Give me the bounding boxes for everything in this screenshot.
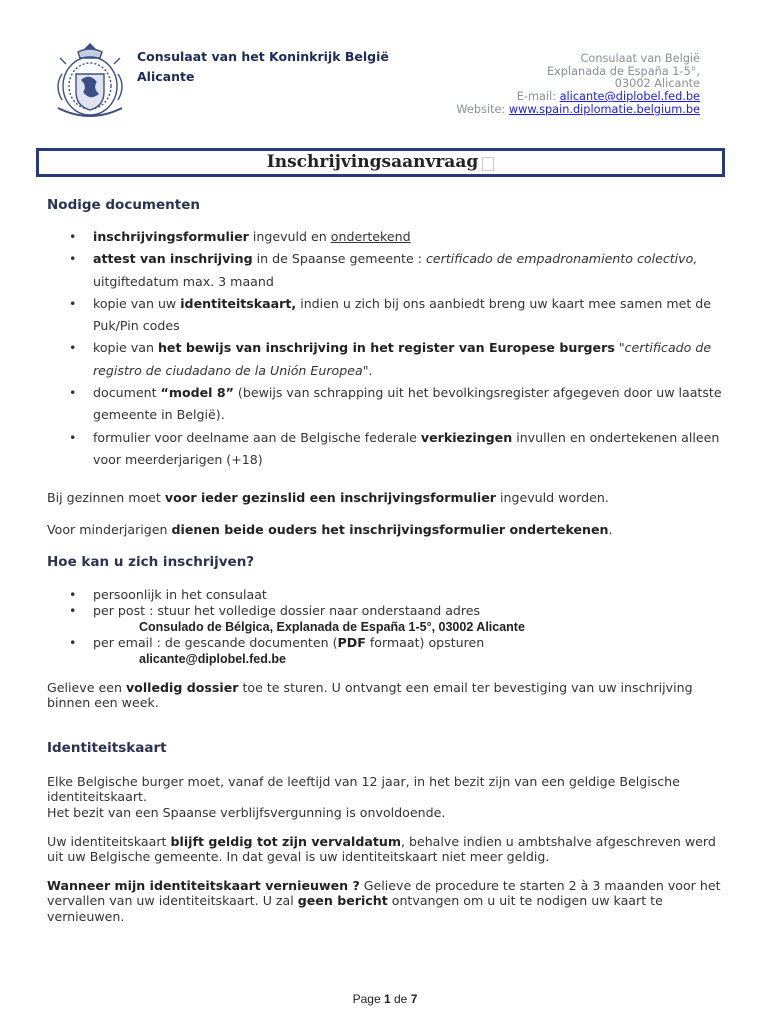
page-title: Inschrijvingsaanvraag (266, 152, 479, 172)
header-consulate-name (137, 47, 389, 87)
header-contact-block (456, 53, 700, 117)
missing-glyph-icon (482, 157, 494, 171)
para1-text0: Bij gezinnen moet (47, 490, 165, 505)
doc-model8-text0: document (93, 385, 161, 401)
doc-attest-text: in de Spaanse gemeente : (252, 251, 426, 267)
paragraph-minors (47, 522, 722, 537)
paragraph-complete-dossier (47, 680, 722, 711)
doc-id-bold: identiteitskaart, (180, 295, 297, 311)
footer-current-page: 1 (383, 992, 391, 1006)
para2-text1: . (608, 522, 613, 537)
doc-id-text: indien u zich bij ons aanbiedt breng uw kaart mee samen met de Puk/Pin codes (93, 295, 712, 334)
how-email-text1: formaat) opsturen (365, 635, 485, 650)
doc-elections-bold: verkiezingen (420, 429, 513, 445)
doc-attest-italic: certificado de empadronamiento colectivo, (425, 251, 698, 267)
doc-form-bold: inschrijvingsformulier (93, 229, 249, 244)
documents-list (47, 226, 722, 471)
contact-website-line (456, 104, 700, 117)
list-item (47, 248, 722, 293)
para1-bold: voor ieder gezinslid een inschrijvingsformulier (164, 490, 496, 505)
header-city: Alicante (137, 69, 195, 84)
id-renewal-bold: geen bericht (297, 893, 388, 909)
website-label: Website: (456, 102, 509, 116)
para3-text1: toe te sturen. U ontvangt een email ter bevestiging van uw inschrijving binnen een week. (47, 680, 693, 711)
id-residence-text: Het bezit van een Spaanse verblijfsvergunning is onvoldoende. (47, 804, 446, 820)
doc-register-bold: het bewijs van inschrijving in het register van Europese burgers (157, 340, 615, 356)
list-item (47, 427, 722, 472)
email-label: E-mail: (516, 90, 560, 104)
id-renewal-text1: ontvangen om u uit te nodigen uw kaart te vernieuwen. (47, 893, 663, 924)
doc-elections-text0: formulier voor deelname aan de Belgische federale (93, 429, 421, 445)
doc-register-text0: kopie van (93, 340, 158, 356)
footer-page-label: Page (352, 992, 384, 1006)
registration-methods-list (47, 587, 722, 667)
doc-form-text: ingevuld en (248, 229, 331, 244)
doc-attest-text2: uitgiftedatum max. 3 maand (93, 273, 274, 289)
doc-model8-text: (bewijs van schrapping uit het bevolkingsregister afgegeven door uw laatste gemeente in België). (93, 385, 722, 423)
doc-elections-text: invullen en ondertekenen alleen voor meerderjarigen (+18) (93, 429, 720, 467)
id-validity-text1: , behalve indien u ambtshalve afgeschreven werd uit uw Belgische gemeente. In dat geval is uw identiteitskaart niet meer geldig. (47, 834, 716, 865)
list-item (47, 226, 722, 248)
footer-of-label: de (390, 992, 411, 1006)
doc-id-text0: kopie van uw (93, 295, 181, 311)
list-item (47, 293, 722, 338)
paragraph-families (47, 490, 722, 505)
list-item (47, 635, 722, 651)
paragraph-id-requirement (47, 774, 722, 820)
contact-street: Explanada de España 1-5°, (546, 64, 700, 78)
list-item (47, 337, 722, 382)
doc-attest-bold: attest van inschrijving (93, 251, 253, 267)
list-item: • persoonlijk in het consulaat (47, 587, 722, 603)
doc-register-italic: "certificado de registro de ciudadano de la Unión Europea" (93, 340, 712, 378)
para1-text1: ingevuld worden. (495, 490, 609, 505)
contact-postal: 03002 Alicante (614, 77, 700, 91)
paragraph-id-renewal (47, 878, 722, 924)
para2-text0: Voor minderjarigen (47, 522, 172, 537)
list-item: • per post : stuur het volledige dossier naar onderstaand adres (47, 603, 722, 619)
header-consulate-title: Consulaat van het Koninkrijk België (137, 49, 389, 64)
doc-register-text: . (368, 362, 373, 378)
page-title-frame (36, 148, 725, 177)
heading-required-documents: Nodige documenten (47, 197, 200, 213)
para3-text0: Gelieve een (47, 680, 126, 695)
list-item (47, 382, 722, 427)
id-validity-bold: blijft geldig tot zijn vervaldatum (170, 834, 401, 849)
doc-form-underlined: ondertekend (330, 229, 411, 244)
id-requirement-text: Elke Belgische burger moet, vanaf de leeftijd van 12 jaar, in het bezit zijn van een geldige Belgische identiteitskaart. (47, 774, 680, 805)
doc-model8-bold: “model 8” (160, 385, 234, 401)
para3-bold: volledig dossier (125, 680, 239, 695)
email-link[interactable]: alicante@diplobel.fed.be (559, 90, 700, 104)
website-link[interactable]: www.spain.diplomatie.belgium.be (508, 102, 700, 116)
how-email-text0: per email : de gescande documenten ( (93, 635, 338, 650)
contact-name: Consulaat van België (580, 52, 700, 65)
page-number-footer (0, 992, 770, 1006)
how-pdf-bold: PDF (337, 635, 366, 650)
postal-address: Consulado de Bélgica, Explanada de España 1-5°, 03002 Alicante (139, 620, 525, 634)
registration-email: alicante@diplobel.fed.be (139, 652, 286, 666)
paragraph-id-validity (47, 834, 722, 865)
consulate-crest-logo (52, 40, 128, 122)
id-renewal-question: Wanneer mijn identiteitskaart vernieuwen ? (47, 878, 360, 893)
id-renewal-text0: Gelieve de procedure te starten 2 à 3 maanden voor het vervallen van uw identiteitskaart. U zal (47, 878, 721, 909)
para2-bold: dienen beide ouders het inschrijvingsformulier ondertekenen (171, 522, 609, 537)
footer-total-pages: 7 (410, 992, 418, 1006)
heading-identity-card: Identiteitskaart (47, 740, 167, 756)
heading-how-to-register: Hoe kan u zich inschrijven? (47, 554, 255, 570)
id-validity-text0: Uw identiteitskaart (47, 834, 171, 849)
